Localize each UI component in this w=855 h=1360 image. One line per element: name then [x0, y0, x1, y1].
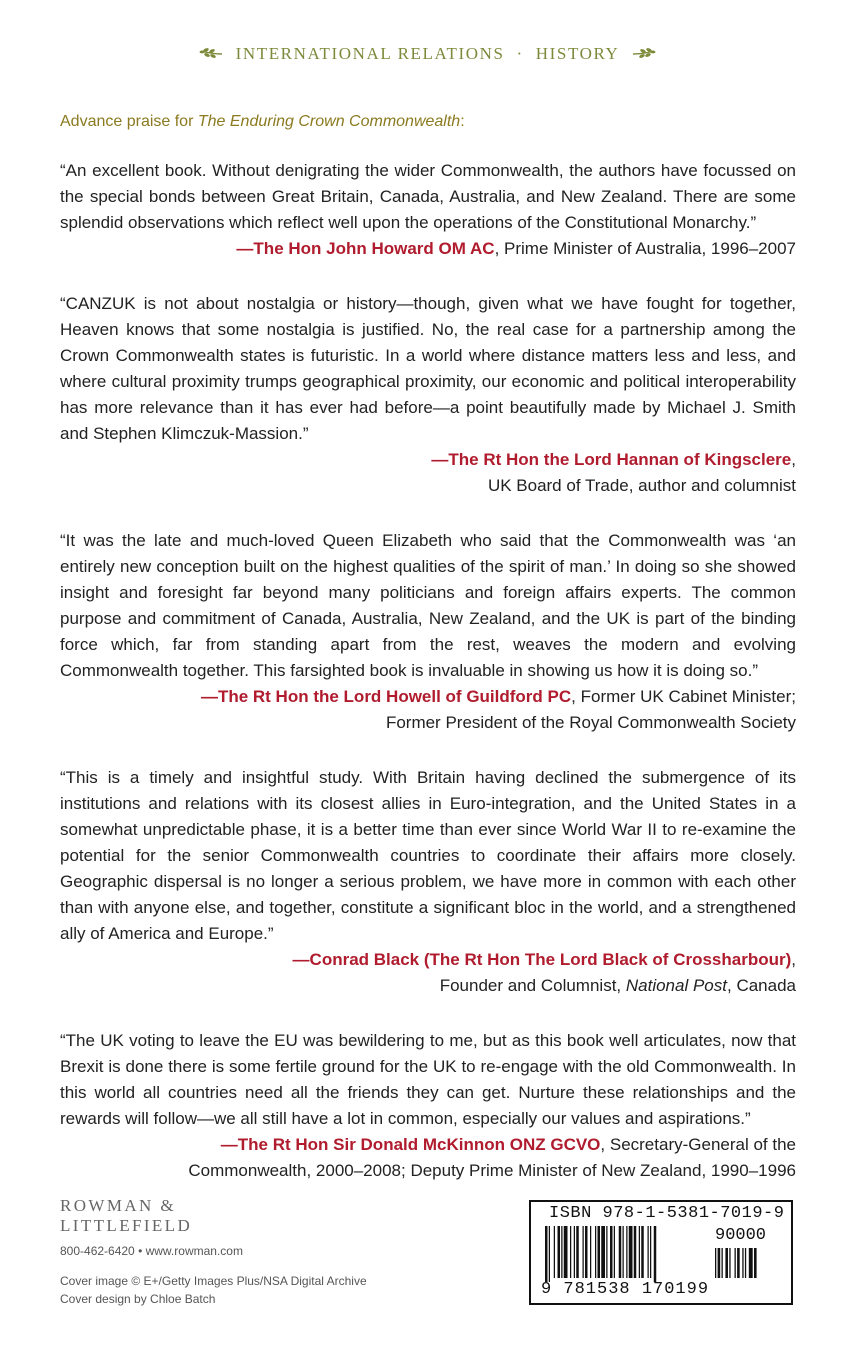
publisher-contact: 800-462-6420 • www.rowman.com [60, 1244, 243, 1258]
quote-attribution [60, 684, 796, 710]
attribution-line2 [60, 973, 796, 999]
attribution-line2-suffix: , Canada [727, 976, 796, 995]
laurel-right-icon [631, 45, 657, 63]
attribution-role: , [791, 950, 796, 969]
attribution-line2: Former President of the Royal Commonwealth Society [385, 713, 796, 732]
category-header [0, 44, 855, 64]
cover-image-credit: Cover image © E+/Getty Images Plus/NSA Digital Archive [60, 1274, 367, 1288]
quote-text: “It was the late and much-loved Queen Elizabeth who said that the Commonwealth was ‘an entirely new conception built on the highest qualities of the spirit of man.’ In doing so she showed insight and foresight far beyond many politicians and foreign affairs experts. The common purpose and commitment of Canada, Australia, New Zealand, and the UK is part of the binding force which, far from standing apart from the rest, weaves the modern and evolving Commonwealth together. This farsighted book is invaluable in showing us how it is doing so.” [60, 531, 796, 680]
quote-attribution [60, 947, 796, 973]
attribution-name: —The Rt Hon Sir Donald McKinnon ONZ GCVO [220, 1135, 601, 1154]
quote-text: “CANZUK is not about nostalgia or history—though, given what we have fought for together, Heaven knows that some nostalgia is justified. No, the real case for a partnership among the Crown Commonwealth states is futuristic. In a world where distance matters less and less, and where cultural proximity trumps geographical proximity, our economic and political interoperability has more relevance than it has ever had before—a point beautifully made by Michael J. Smith and Stephen Klimczuk-Massion.” [60, 294, 796, 443]
quote-attribution [60, 1132, 796, 1158]
header-left-category: INTERNATIONAL RELATIONS [235, 44, 505, 63]
barcode-addon-digits: 90000 [715, 1226, 767, 1245]
attribution-role: , [791, 450, 796, 469]
praise-intro [60, 113, 465, 131]
cover-design-credit: Cover design by Chloe Batch [60, 1292, 216, 1306]
quote-attribution [60, 447, 796, 473]
quote-mckinnon [60, 1028, 796, 1184]
quote-howard [60, 158, 796, 262]
attribution-line2-prefix: Founder and Columnist, [439, 976, 626, 995]
cover-credits [60, 1272, 367, 1308]
publisher-logo [60, 1196, 367, 1236]
quote-text: “This is a timely and insightful study. With Britain having declined the submergence of its institutions and relations with its closest allies in Euro-integration, and the United States in a somewhat unpredictable phase, it is a better time than ever since World War II to re-examine the potential for the senior Commonwealth countries to coordinate their affairs more closely. Geographic dispersal is no longer a serious problem, we have more in common with each other than with anyone else, and together, constitute a significant bloc in the world, and a strengthened ally of America and Europe.” [60, 768, 796, 943]
barcode-digits: 9 781538 170199 [541, 1280, 710, 1299]
praise-quotes [60, 158, 796, 1213]
attribution-role: , Secretary-General of the [600, 1135, 796, 1154]
attribution-line2: Commonwealth, 2000–2008; Deputy Prime Minister of New Zealand, 1990–1996 [188, 1161, 796, 1180]
publisher-block [60, 1196, 367, 1308]
quote-howell [60, 528, 796, 736]
isbn-label: ISBN 978-1-5381-7019-9 [549, 1204, 785, 1223]
publisher-logo-line2: LITTLEFIELD [60, 1216, 193, 1235]
attribution-name: —Conrad Black (The Rt Hon The Lord Black of Crossharbour) [292, 950, 792, 969]
attribution-role: , Former UK Cabinet Minister; [571, 687, 796, 706]
quote-hannan [60, 291, 796, 499]
header-right-category: HISTORY [535, 44, 620, 63]
quote-text: “The UK voting to leave the EU was bewildering to me, but as this book well articulates, now that Brexit is done there is some fertile ground for the UK to re-engage with the old Commonwealth. In this world all countries need all the friends they can get. Nurture these relationships and the rewards will follow—we all still have a lot in common, especially our values and aspirations.” [60, 1031, 796, 1128]
isbn-barcode [529, 1200, 793, 1305]
laurel-left-icon [198, 45, 224, 63]
publication-name: National Post [625, 976, 727, 995]
quote-black [60, 765, 796, 999]
publisher-logo-line1: ROWMAN & [60, 1196, 177, 1215]
praise-intro-suffix: : [460, 113, 465, 130]
book-title: The Enduring Crown Commonwealth [197, 113, 461, 130]
praise-intro-prefix: Advance praise for [60, 113, 198, 130]
header-separator: · [516, 44, 524, 63]
attribution-name: —The Rt Hon the Lord Hannan of Kingsclere [431, 450, 792, 469]
attribution-line2: UK Board of Trade, author and columnist [487, 476, 796, 495]
attribution-role: , Prime Minister of Australia, 1996–2007 [494, 239, 796, 258]
attribution-name: —The Rt Hon the Lord Howell of Guildford PC [200, 687, 572, 706]
quote-text: “An excellent book. Without denigrating the wider Commonwealth, the authors have focussed on the special bonds between Great Britain, Canada, Australia, and New Zealand. There are some splendid observations which reflect well upon the operations of the Constitutional Monarchy.” [60, 161, 796, 232]
quote-attribution [60, 236, 796, 262]
attribution-name: —The Hon John Howard OM AC [236, 239, 495, 258]
